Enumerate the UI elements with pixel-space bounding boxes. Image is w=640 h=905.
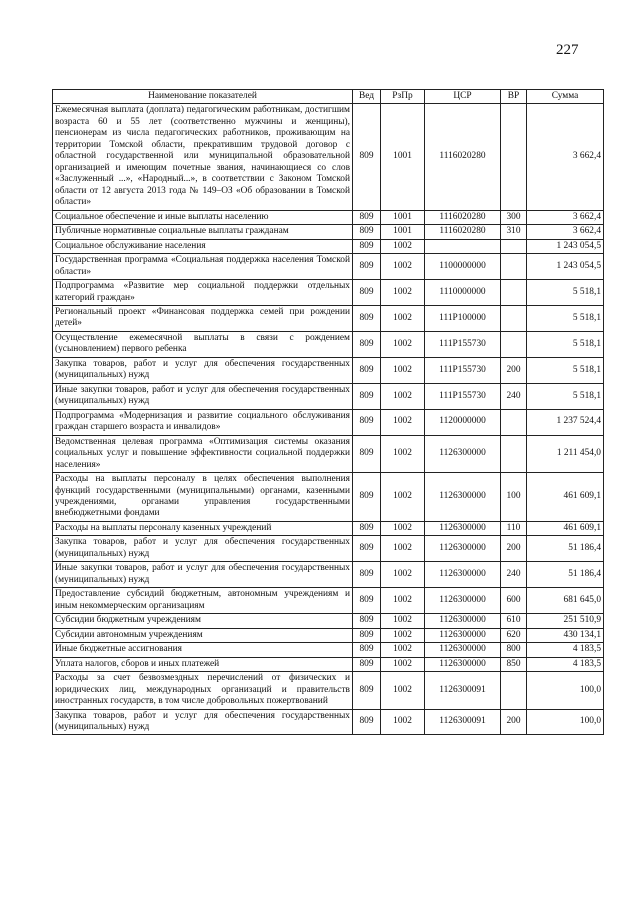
cell-csr: 1110000000 <box>425 280 501 306</box>
cell-rzpr: 1002 <box>381 521 425 535</box>
table-row <box>53 254 604 280</box>
cell-name: Ежемесячная выплата (доплата) педагогическим работникам, достигшим возраста 60 и 55 лет (соответственно мужчины и женщины), пенсионерам из числа педагогических работников, проживающим на территории Томской области, прекратившим трудовой договор с областной государственной или муниципальной образовательной организацией и имеющим почетные звания, начинающиеся со слов «Заслуженный ...», «Народный...», в соответствии с Законом Томской области от 12 августа 2013 года № 149–ОЗ «Об образовании в Томской области» <box>53 104 353 210</box>
cell-csr: 1126300000 <box>425 473 501 522</box>
cell-name: Субсидии автономным учреждениям <box>53 628 353 642</box>
cell-sum: 1 243 054,5 <box>527 239 604 253</box>
table-row <box>53 435 604 472</box>
table-row <box>53 672 604 709</box>
header-sum: Сумма <box>527 90 604 104</box>
cell-sum: 3 662,4 <box>527 104 604 210</box>
cell-sum: 4 183,5 <box>527 643 604 657</box>
cell-name: Субсидии бюджетным учреждениям <box>53 614 353 628</box>
cell-sum: 5 518,1 <box>527 383 604 409</box>
cell-name: Государственная программа «Социальная поддержка населения Томской области» <box>53 254 353 280</box>
table-row <box>53 331 604 357</box>
cell-vr: 600 <box>501 588 527 614</box>
cell-csr: 1126300091 <box>425 672 501 709</box>
cell-ved: 809 <box>353 383 381 409</box>
cell-ved: 809 <box>353 521 381 535</box>
cell-ved: 809 <box>353 562 381 588</box>
cell-name: Социальное обслуживание населения <box>53 239 353 253</box>
cell-name: Иные закупки товаров, работ и услуг для обеспечения государственных (муниципальных) нужд <box>53 383 353 409</box>
cell-sum: 100,0 <box>527 709 604 735</box>
cell-sum: 461 609,1 <box>527 521 604 535</box>
header-ved: Вед <box>353 90 381 104</box>
cell-name: Закупка товаров, работ и услуг для обеспечения государственных (муниципальных) нужд <box>53 357 353 383</box>
page-number: 227 <box>556 42 579 58</box>
cell-vr: 200 <box>501 709 527 735</box>
cell-rzpr: 1002 <box>381 614 425 628</box>
cell-csr: 1116020280 <box>425 225 501 239</box>
cell-vr <box>501 254 527 280</box>
table-row <box>53 225 604 239</box>
cell-rzpr: 1001 <box>381 210 425 224</box>
cell-sum: 5 518,1 <box>527 357 604 383</box>
cell-name: Социальное обеспечение и иные выплаты населению <box>53 210 353 224</box>
cell-rzpr: 1002 <box>381 588 425 614</box>
cell-ved: 809 <box>353 280 381 306</box>
cell-csr: 111P100000 <box>425 305 501 331</box>
cell-rzpr: 1002 <box>381 305 425 331</box>
table-header-row <box>53 90 604 104</box>
table-row <box>53 473 604 522</box>
cell-vr: 110 <box>501 521 527 535</box>
cell-ved: 809 <box>353 588 381 614</box>
cell-name: Региональный проект «Финансовая поддержка семей при рождении детей» <box>53 305 353 331</box>
cell-sum: 251 510,9 <box>527 614 604 628</box>
table-row <box>53 210 604 224</box>
cell-name: Уплата налогов, сборов и иных платежей <box>53 657 353 671</box>
cell-csr: 111P155730 <box>425 357 501 383</box>
cell-vr <box>501 239 527 253</box>
cell-vr: 850 <box>501 657 527 671</box>
cell-name: Подпрограмма «Модернизация и развитие социального обслуживания граждан старшего возраста и инвалидов» <box>53 409 353 435</box>
header-name: Наименование показателей <box>53 90 353 104</box>
cell-rzpr: 1001 <box>381 225 425 239</box>
cell-rzpr: 1002 <box>381 239 425 253</box>
cell-rzpr: 1001 <box>381 104 425 210</box>
cell-csr: 1126300000 <box>425 562 501 588</box>
cell-csr: 1126300000 <box>425 628 501 642</box>
cell-vr: 200 <box>501 357 527 383</box>
cell-sum: 430 134,1 <box>527 628 604 642</box>
table-row <box>53 536 604 562</box>
cell-rzpr: 1002 <box>381 254 425 280</box>
table-row <box>53 614 604 628</box>
header-csr: ЦСР <box>425 90 501 104</box>
cell-vr: 800 <box>501 643 527 657</box>
cell-ved: 809 <box>353 643 381 657</box>
cell-sum: 5 518,1 <box>527 280 604 306</box>
cell-rzpr: 1002 <box>381 357 425 383</box>
cell-vr <box>501 672 527 709</box>
table-row <box>53 104 604 210</box>
cell-ved: 809 <box>353 536 381 562</box>
cell-rzpr: 1002 <box>381 562 425 588</box>
table-row <box>53 409 604 435</box>
cell-csr: 1126300000 <box>425 521 501 535</box>
cell-rzpr: 1002 <box>381 643 425 657</box>
cell-sum: 5 518,1 <box>527 305 604 331</box>
cell-csr: 1116020280 <box>425 210 501 224</box>
cell-csr: 1126300000 <box>425 588 501 614</box>
cell-csr <box>425 239 501 253</box>
table-row <box>53 239 604 253</box>
cell-name: Иные закупки товаров, работ и услуг для обеспечения государственных (муниципальных) нужд <box>53 562 353 588</box>
cell-csr: 1126300000 <box>425 435 501 472</box>
cell-sum: 100,0 <box>527 672 604 709</box>
cell-ved: 809 <box>353 709 381 735</box>
cell-rzpr: 1002 <box>381 709 425 735</box>
cell-ved: 809 <box>353 210 381 224</box>
cell-ved: 809 <box>353 672 381 709</box>
cell-sum: 3 662,4 <box>527 210 604 224</box>
table-row <box>53 709 604 735</box>
cell-ved: 809 <box>353 473 381 522</box>
cell-vr: 100 <box>501 473 527 522</box>
table-row <box>53 305 604 331</box>
budget-table <box>52 89 604 735</box>
cell-ved: 809 <box>353 254 381 280</box>
cell-vr: 310 <box>501 225 527 239</box>
cell-sum: 51 186,4 <box>527 562 604 588</box>
cell-name: Расходы на выплаты персоналу казенных учреждений <box>53 521 353 535</box>
cell-sum: 461 609,1 <box>527 473 604 522</box>
cell-rzpr: 1002 <box>381 672 425 709</box>
cell-vr: 240 <box>501 562 527 588</box>
cell-rzpr: 1002 <box>381 536 425 562</box>
cell-name: Осуществление ежемесячной выплаты в связи с рождением (усыновлением) первого ребенка <box>53 331 353 357</box>
cell-sum: 5 518,1 <box>527 331 604 357</box>
cell-csr: 1126300000 <box>425 643 501 657</box>
cell-csr: 1120000000 <box>425 409 501 435</box>
cell-vr: 240 <box>501 383 527 409</box>
cell-rzpr: 1002 <box>381 628 425 642</box>
cell-name: Расходы за счет безвозмездных перечислений от физических и юридических лиц, международных организаций и правительств иностранных государств, в том числе добровольных пожертвований <box>53 672 353 709</box>
cell-name: Публичные нормативные социальные выплаты гражданам <box>53 225 353 239</box>
cell-csr: 111P155730 <box>425 331 501 357</box>
cell-name: Иные бюджетные ассигнования <box>53 643 353 657</box>
cell-vr <box>501 305 527 331</box>
cell-rzpr: 1002 <box>381 473 425 522</box>
cell-name: Закупка товаров, работ и услуг для обеспечения государственных (муниципальных) нужд <box>53 536 353 562</box>
cell-csr: 1126300000 <box>425 536 501 562</box>
cell-vr <box>501 435 527 472</box>
cell-csr: 1126300091 <box>425 709 501 735</box>
cell-csr: 111P155730 <box>425 383 501 409</box>
cell-rzpr: 1002 <box>381 280 425 306</box>
cell-ved: 809 <box>353 305 381 331</box>
table-row <box>53 383 604 409</box>
table-row <box>53 357 604 383</box>
cell-sum: 1 211 454,0 <box>527 435 604 472</box>
cell-vr: 610 <box>501 614 527 628</box>
cell-ved: 809 <box>353 628 381 642</box>
cell-ved: 809 <box>353 225 381 239</box>
cell-vr: 200 <box>501 536 527 562</box>
cell-name: Подпрограмма «Развитие мер социальной поддержки отдельных категорий граждан» <box>53 280 353 306</box>
cell-rzpr: 1002 <box>381 409 425 435</box>
table-row <box>53 280 604 306</box>
header-vr: ВР <box>501 90 527 104</box>
cell-ved: 809 <box>353 357 381 383</box>
cell-vr: 620 <box>501 628 527 642</box>
cell-ved: 809 <box>353 657 381 671</box>
cell-csr: 1116020280 <box>425 104 501 210</box>
cell-vr <box>501 409 527 435</box>
cell-ved: 809 <box>353 614 381 628</box>
table-row <box>53 628 604 642</box>
cell-sum: 4 183,5 <box>527 657 604 671</box>
table-row <box>53 562 604 588</box>
cell-rzpr: 1002 <box>381 435 425 472</box>
cell-ved: 809 <box>353 435 381 472</box>
cell-csr: 1126300000 <box>425 657 501 671</box>
cell-vr <box>501 280 527 306</box>
cell-name: Ведомственная целевая программа «Оптимизация системы оказания социальных услуг и повышение эффективности социальной поддержки населения» <box>53 435 353 472</box>
cell-csr: 1100000000 <box>425 254 501 280</box>
cell-vr <box>501 331 527 357</box>
cell-rzpr: 1002 <box>381 657 425 671</box>
table-row <box>53 588 604 614</box>
cell-ved: 809 <box>353 409 381 435</box>
cell-sum: 681 645,0 <box>527 588 604 614</box>
cell-name: Расходы на выплаты персоналу в целях обеспечения выполнения функций государственными (муниципальными) органами, казенными учреждениями, органами управления государственными внебюджетными фондами <box>53 473 353 522</box>
cell-rzpr: 1002 <box>381 331 425 357</box>
cell-sum: 1 243 054,5 <box>527 254 604 280</box>
header-rzpr: РзПр <box>381 90 425 104</box>
table-row <box>53 521 604 535</box>
table-row <box>53 643 604 657</box>
cell-vr: 300 <box>501 210 527 224</box>
cell-ved: 809 <box>353 239 381 253</box>
cell-name: Закупка товаров, работ и услуг для обеспечения государственных (муниципальных) нужд <box>53 709 353 735</box>
cell-ved: 809 <box>353 331 381 357</box>
cell-ved: 809 <box>353 104 381 210</box>
cell-csr: 1126300000 <box>425 614 501 628</box>
cell-sum: 1 237 524,4 <box>527 409 604 435</box>
table-row <box>53 657 604 671</box>
cell-rzpr: 1002 <box>381 383 425 409</box>
cell-sum: 3 662,4 <box>527 225 604 239</box>
cell-sum: 51 186,4 <box>527 536 604 562</box>
cell-name: Предоставление субсидий бюджетным, автономным учреждениям и иным некоммерческим организациям <box>53 588 353 614</box>
cell-vr <box>501 104 527 210</box>
